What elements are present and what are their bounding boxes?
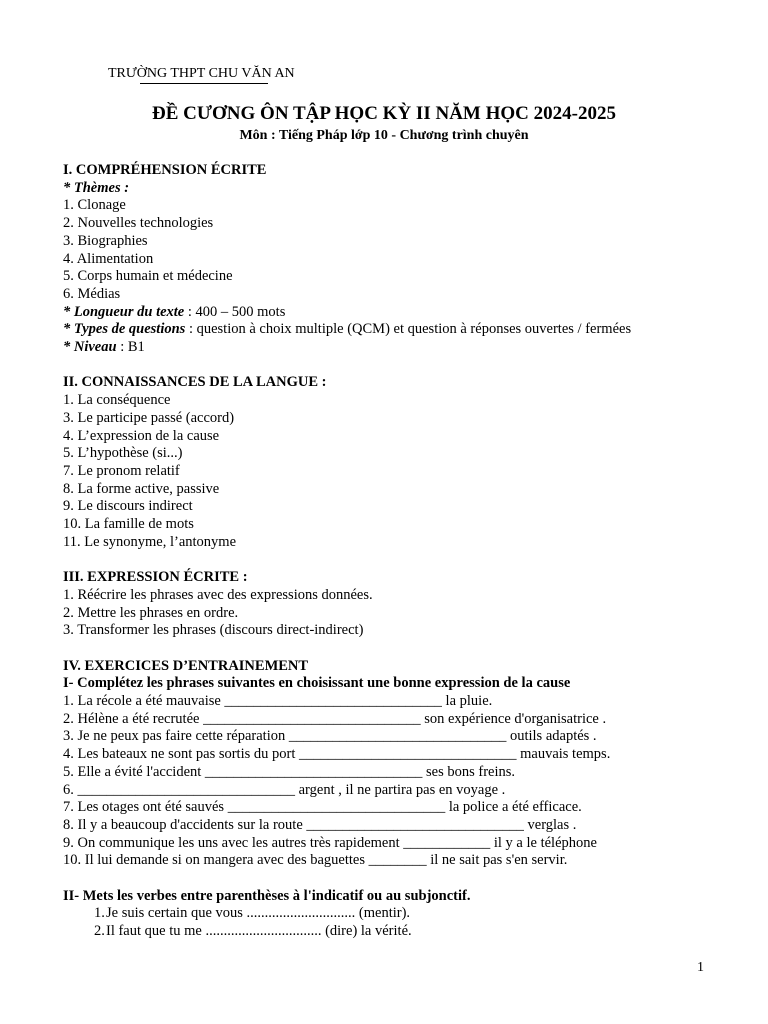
themes-label: * Thèmes : [63, 179, 130, 196]
exercise-1-item: 5. Elle a évité l'accident ______________________________ ses bons freins. [63, 763, 516, 780]
language-item: 10. La famille de mots [63, 516, 194, 533]
exercise-1-item: 1. La récole a été mauvaise ______________________________ la pluie. [63, 693, 493, 710]
item-text: Je suis certain que vous .............................. (mentir). [106, 905, 411, 922]
writing-item: 1. Réécrire les phrases avec des expressions données. [63, 586, 373, 603]
exercise-1-item: 9. On communique les uns avec les autres très rapidement ____________ il y a le téléphone [63, 834, 597, 851]
exercise-1-item: 10. Il lui demande si on mangera avec des baguettes ________ il ne sait pas s'en servir. [63, 852, 568, 869]
language-item: 11. Le synonyme, l’antonyme [63, 533, 237, 550]
theme-item: 3. Biographies [63, 232, 148, 249]
exercise-1-item: 4. Les bateaux ne sont pas sortis du port ______________________________ mauvais temps. [63, 746, 611, 763]
section-3-heading: III. EXPRESSION ÉCRITE : [63, 569, 248, 586]
section-1-heading: I. COMPRÉHENSION ÉCRITE [63, 162, 267, 178]
exercise-1-item: 2. Hélène a été recrutée ______________________________ son expérience d'organisatrice . [63, 710, 607, 727]
exercise-1-item: 8. Il y a beaucoup d'accidents sur la route ______________________________ verglas . [63, 816, 577, 833]
theme-item: 2. Nouvelles technologies [63, 215, 214, 232]
question-types-value: : question à choix multiple (QCM) et question à réponses ouvertes / fermées [185, 321, 632, 338]
spacer [63, 357, 723, 375]
level-value: : B1 [116, 339, 145, 356]
exercise-2-heading: II- Mets les verbes entre parenthèses à l'indicatif ou au subjonctif. [63, 887, 471, 904]
exercise-1-heading: I- Complétez les phrases suivantes en choisissant une bonne expression de la cause [63, 675, 571, 692]
question-types-line [63, 321, 723, 339]
language-item: 1. La conséquence [63, 392, 171, 409]
question-types-label: * Types de questions [63, 321, 186, 338]
document-subtitle: Môn : Tiếng Pháp lớp 10 - Chương trình chuyên [239, 128, 529, 143]
section-2-heading: II. CONNAISSANCES DE LA LANGUE : [63, 374, 327, 391]
item-text: Il faut que tu me ................................ (dire) la vérité. [106, 923, 412, 940]
writing-item: 2. Mettre les phrases en ordre. [63, 604, 239, 621]
language-item: 8. La forme active, passive [63, 480, 220, 497]
spacer [63, 640, 723, 658]
item-number: 2. [94, 923, 105, 940]
language-item: 9. Le discours indirect [63, 498, 193, 515]
theme-item: 5. Corps humain et médecine [63, 268, 233, 285]
exercise-1-item: 3. Je ne peux pas faire cette réparation ______________________________ outils adaptés . [63, 728, 597, 745]
text-length-label: * Longueur du texte [63, 303, 185, 320]
level-line [63, 339, 723, 357]
spacer [63, 551, 723, 569]
language-item: 5. L’hypothèse (si...) [63, 445, 183, 462]
theme-item: 1. Clonage [63, 197, 126, 214]
page-number: 1 [697, 960, 704, 975]
school-name: TRƯỜNG THPT CHU VĂN AN [108, 66, 295, 81]
theme-item: 4. Alimentation [63, 250, 154, 267]
document-title: ĐỀ CƯƠNG ÔN TẬP HỌC KỲ II NĂM HỌC 2024-2025 [152, 103, 616, 124]
section-4-heading: IV. EXERCICES D’ENTRAINEMENT [63, 657, 309, 674]
item-number: 1. [94, 905, 105, 922]
exercise-2-item [63, 905, 723, 923]
language-item: 7. Le pronom relatif [63, 462, 180, 479]
text-length-line [63, 304, 723, 322]
writing-item: 3. Transformer les phrases (discours direct-indirect) [63, 622, 364, 639]
language-item: 4. L’expression de la cause [63, 427, 220, 444]
text-length-value: : 400 – 500 mots [184, 303, 286, 320]
theme-item: 6. Médias [63, 285, 121, 302]
document-body [63, 162, 723, 941]
level-label: * Niveau [63, 339, 117, 356]
language-item: 3. Le participe passé (accord) [63, 409, 235, 426]
spacer [63, 870, 723, 888]
exercise-1-item: 6. ______________________________ argent , il ne partira pas en voyage . [63, 781, 506, 798]
exercise-1-item: 7. Les otages ont été sauvés ______________________________ la police a été efficace. [63, 799, 582, 816]
school-underline [140, 83, 268, 84]
exercise-2-item [63, 923, 723, 941]
